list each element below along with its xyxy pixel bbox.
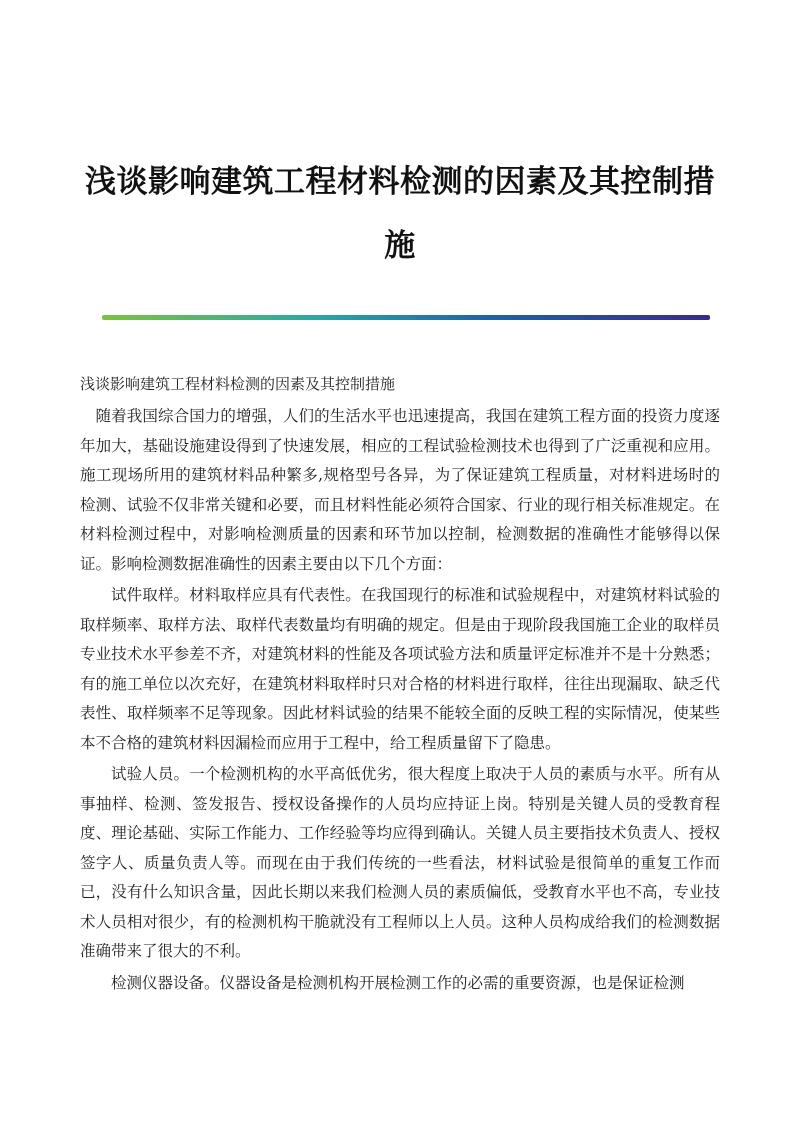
document-title: 浅谈影响建筑工程材料检测的因素及其控制措施 — [85, 164, 715, 264]
paragraph-intro: 随着我国综合国力的增强，人们的生活水平也迅速提高，我国在建筑工程方面的投资力度逐年加大，基础设施建设得到了快速发展，相应的工程试验检测技术也得到了广泛重视和应用。施工现场所用的建筑材料品种繁多,规格型号各异，为了保证建筑工程质量，对材料进场时的检测、试验不仅非常关键和必要，而且材料性能必须符合国家、行业的现行相关标准规定。在材料检测过程中，对影响检测质量的因素和环节加以控制，检测数据的准确性才能够得以保证。影响检测数据准确性的因素主要由以下几个方面： — [80, 407, 720, 573]
paragraph-personnel: 试验人员。一个检测机构的水平高低优劣，很大程度上取决于人员的素质与水平。所有从事抽样、检测、签发报告、授权设备操作的人员均应持证上岗。特别是关键人员的受教育程度、理论基础、实际工作能力、工作经验等均应得到确认。关键人员主要指技术负责人、授权签字人、质量负责人等。而现在由于我们传统的一些看法，材料试验是很简单的重复工作而已，没有什么知识含量，因此长期以来我们检测人员的素质偏低，受教育水平也不高，专业技术人员相对很少，有的检测机构干脆就没有工程师以上人员。这种人员构成给我们的检测数据准确带来了很大的不利。 — [80, 765, 720, 960]
paragraph-sampling: 试件取样。材料取样应具有代表性。在我国现行的标准和试验规程中，对建筑材料试验的取样频率、取样方法、取样代表数量均有明确的规定。但是由于现阶段我国施工企业的取样员专业技术水平参差不齐，对建筑材料的性能及各项试验方法和质量评定标准并不是十分熟悉；有的施工单位以次充好，在建筑材料取样时只对合格的材料进行取样，往往出现漏取、缺乏代表性、取样频率不足等现象。因此材料试验的结果不能较全面的反映工程的实际情况，使某些本不合格的建筑材料因漏检而应用于工程中，给工程质量留下了隐患。 — [80, 586, 720, 752]
title-divider — [102, 315, 710, 320]
document-body — [80, 402, 720, 1000]
document-subtitle: 浅谈影响建筑工程材料检测的因素及其控制措施 — [80, 375, 396, 393]
paragraph-equipment: 检测仪器设备。仪器设备是检测机构开展检测工作的必需的重要资源，也是保证检测 — [111, 973, 685, 992]
